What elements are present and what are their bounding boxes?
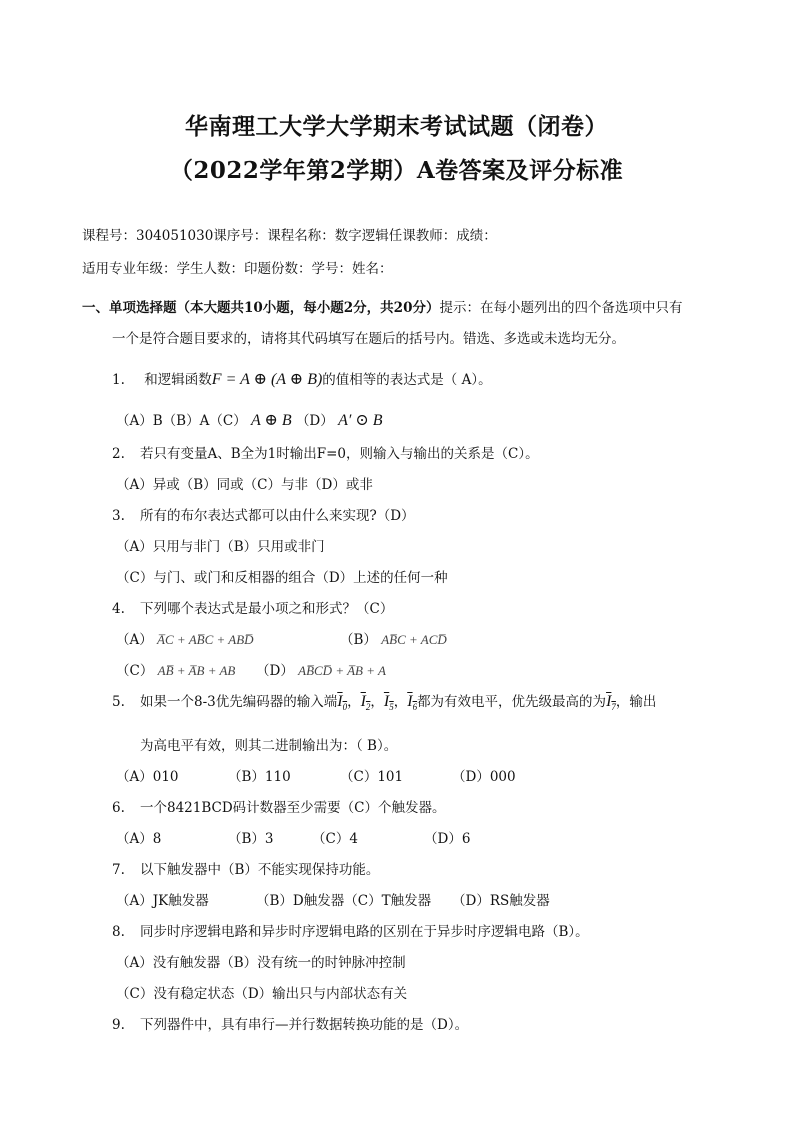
course-info-line: 课程号：304051030课序号：课程名称：数字逻辑任课教师：成绩： <box>82 228 497 244</box>
question-3 <box>112 504 415 524</box>
option-label: （A） <box>116 632 153 648</box>
math-expression: AB̅CD̅ + A̅B + A <box>298 663 386 678</box>
input-i7: $I_7$ <box>606 693 616 713</box>
question-text: 下列器件中，具有串行—并行数据转换功能的是（D）。 <box>140 1017 469 1033</box>
page-title-line1: 华南理工大学大学期末考试试题（闭卷） <box>185 113 608 140</box>
option-text: （A）B（B）A（C） <box>116 413 247 429</box>
question-2-options: （A）异或（B）同或（C）与非（D）或非 <box>116 477 373 493</box>
question-6-option-d: （D）6 <box>424 831 471 847</box>
question-number: 5. <box>112 694 125 710</box>
math-expression: A̅C + AB̅C + ABD̅ <box>157 632 254 647</box>
question-5: 5. 如果一个8-3优先编码器的输入端$I_0$，$I_2$，$I_5$，$I_6$都为有效电平，优先级最高的为$I_7$，输出 <box>112 693 657 713</box>
math-expression: A ⊕ B <box>250 412 292 429</box>
question-6-option-a: （A）8 <box>116 831 162 847</box>
question-text: 若只有变量A、B全为1时输出F=0，则输入与输出的关系是（C）。 <box>140 446 539 462</box>
question-text: ，输出 <box>615 694 657 710</box>
option-label: （B） <box>340 632 377 648</box>
page-title-line2: （2022学年第2学期）A卷答案及评分标准 <box>169 157 624 184</box>
question-number: 8. <box>112 924 125 940</box>
question-number: 4. <box>112 601 125 617</box>
question-number: 6. <box>112 800 125 816</box>
option-text: （D） <box>295 413 334 429</box>
math-expression: A′ ⊙ B <box>338 412 383 429</box>
section-hint-continued: 一个是符合题目要求的，请将其代码填写在题后的括号内。错选、多选或未选均无分。 <box>112 331 625 347</box>
student-info-line: 适用专业年级：学生人数：印题份数：学号：姓名： <box>82 261 393 277</box>
question-5-continued: 为高电平有效，则其二进制输出为：（ B）。 <box>140 738 398 754</box>
question-3-options-2: （C）与门、或门和反相器的组合（D）上述的任何一种 <box>116 570 448 586</box>
math-expression: AB̅C + ACD̅ <box>381 632 447 647</box>
question-6-option-c: （C）4 <box>312 831 358 847</box>
question-3-options-1: （A）只用与非门（B）只用或非门 <box>116 539 325 555</box>
input-i2: $I_2$ <box>360 693 371 713</box>
question-9 <box>112 1013 468 1033</box>
question-number: 1. <box>112 372 125 388</box>
question-5-option-d: （D）000 <box>452 769 516 785</box>
question-7-option-a: （A）JK触发器 <box>116 893 209 909</box>
question-text: 下列哪个表达式是最小项之和形式？（C） <box>140 601 394 617</box>
question-text: 以下触发器中（B）不能实现保持功能。 <box>140 862 380 878</box>
question-5-option-b: （B）110 <box>228 769 291 785</box>
input-i0: $I_0$ <box>337 693 348 713</box>
question-4-option-b <box>340 628 447 648</box>
question-4-option-c <box>116 659 235 679</box>
math-expression: F = A ⊕ (A ⊕ B) <box>211 371 323 388</box>
option-label: （C） <box>116 663 154 679</box>
math-expression: AB̅ + A̅B + AB <box>157 663 236 678</box>
section-hint: 提示：在每小题列出的四个备选项中只有 <box>439 300 683 316</box>
question-4 <box>112 597 393 617</box>
question-8 <box>112 920 589 940</box>
question-2 <box>112 442 539 462</box>
section-title: 一、单项选择题（本大题共10小题，每小题2分，共20分） <box>82 300 440 316</box>
question-text: 都为有效电平，优先级最高的为 <box>417 694 607 710</box>
question-4-option-d <box>256 659 386 679</box>
question-8-options-2: （C）没有稳定状态（D）输出只与内部状态有关 <box>116 986 408 1002</box>
question-1 <box>112 368 492 389</box>
question-4-option-a <box>116 628 254 648</box>
section-heading <box>82 296 682 316</box>
question-6-option-b: （B）3 <box>228 831 274 847</box>
option-label: （D） <box>256 663 294 679</box>
question-number: 3. <box>112 508 125 524</box>
question-7 <box>112 858 379 878</box>
question-1-options <box>116 409 383 430</box>
question-text: 和逻辑函数 <box>144 372 212 388</box>
question-text: 如果一个8-3优先编码器的输入端 <box>140 694 338 710</box>
input-i6: $I_6$ <box>407 693 418 713</box>
question-7-option-d: （D）RS触发器 <box>452 893 550 909</box>
question-8-options-1: （A）没有触发器（B）没有统一的时钟脉冲控制 <box>116 955 406 971</box>
question-text: 一个8421BCD码计数器至少需要（C）个触发器。 <box>140 800 446 816</box>
question-number: 7. <box>112 862 125 878</box>
question-5-option-a: （A）010 <box>116 769 179 785</box>
question-text: 同步时序逻辑电路和异步时序逻辑电路的区别在于异步时序逻辑电路（B）。 <box>140 924 589 940</box>
question-text: 所有的布尔表达式都可以由什么来实现?（D） <box>140 508 415 524</box>
question-6 <box>112 796 446 816</box>
question-7-option-bc: （B）D触发器（C）T触发器 <box>256 893 432 909</box>
question-number: 9. <box>112 1017 125 1033</box>
question-number: 2. <box>112 446 125 462</box>
question-text: 的值相等的表达式是（ A）。 <box>322 372 492 388</box>
input-i5: $I_5$ <box>383 693 394 713</box>
question-5-option-c: （C）101 <box>340 769 404 785</box>
